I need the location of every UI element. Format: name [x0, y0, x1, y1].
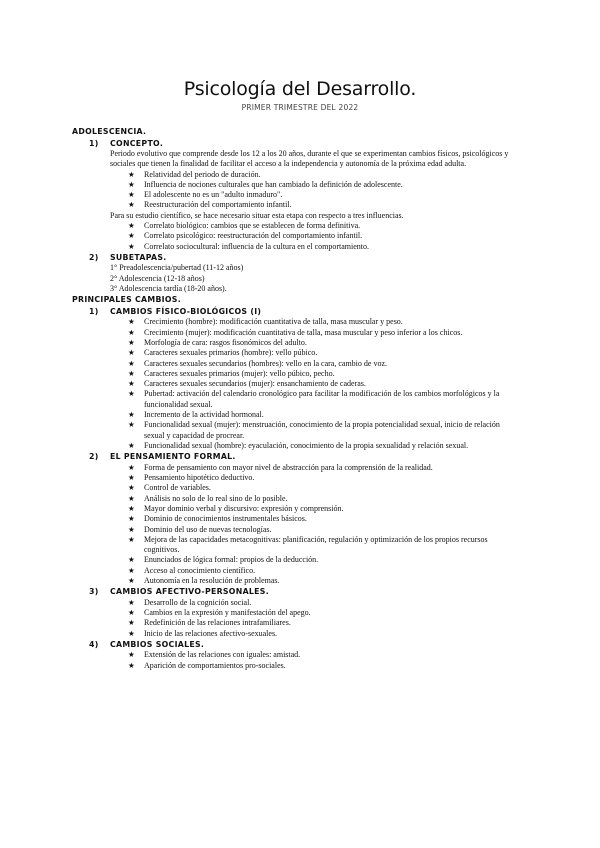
bullet-text: Acceso al conocimiento científico. — [144, 565, 256, 575]
star-icon: ★ — [128, 514, 135, 524]
bullet-item — [0, 494, 520, 504]
star-icon: ★ — [128, 618, 135, 628]
subsection-title: CAMBIOS FÍSICO-BIOLÓGICOS (I) — [110, 306, 262, 316]
bullet-text: Pensamiento hipotético deductivo. — [144, 473, 255, 483]
star-icon: ★ — [128, 410, 135, 420]
paragraph: Para su estudio científico, se hace necesario situar esta etapa con respecto a tres influencias. — [110, 210, 404, 220]
paragraph: Periodo evolutivo que comprende desde los 12 a los 20 años, durante el que se experimentan cambios físicos, psicológicos y sociales que tienen la finalidad de facilitar el acceso a la independencia y autonomía de la próxima edad adulta. — [110, 149, 509, 169]
subsection-heading — [0, 586, 600, 598]
subsection-title: CONCEPTO. — [110, 138, 164, 148]
page-subtitle: PRIMER TRIMESTRE DEL 2022 — [241, 103, 359, 112]
bullet-item — [0, 200, 520, 210]
bullet-text: Crecimiento (mujer): modificación cuantitativa de talla, masa muscular y peso inferior a los chicos. — [144, 327, 463, 337]
bullet-item — [0, 535, 520, 556]
star-icon: ★ — [128, 575, 135, 585]
star-icon: ★ — [128, 241, 135, 251]
subsection-title: EL PENSAMIENTO FORMAL. — [110, 452, 236, 462]
star-icon: ★ — [128, 348, 135, 358]
bullet-item — [0, 650, 520, 660]
subsection-title: CAMBIOS SOCIALES. — [110, 639, 205, 649]
bullet-text: Dominio del uso de nuevas tecnologías. — [144, 524, 272, 534]
bullet-item — [0, 504, 520, 514]
star-icon: ★ — [128, 368, 135, 378]
subsection-heading — [0, 138, 600, 150]
section-heading: ADOLESCENCIA. — [72, 127, 147, 136]
star-icon: ★ — [128, 389, 135, 399]
star-icon: ★ — [128, 221, 135, 231]
star-icon: ★ — [128, 524, 135, 534]
bullet-item — [0, 379, 520, 389]
star-icon: ★ — [128, 650, 135, 660]
bullet-item — [0, 618, 520, 628]
bullet-item — [0, 576, 520, 586]
bullet-text: Crecimiento (hombre): modificación cuantitativa de talla, masa muscular y peso. — [144, 317, 403, 327]
bullet-text: Pubertad: activación del calendario cronológico para facilitar la modificación de los cambios morfológicos y la funcionalidad sexual. — [144, 389, 500, 409]
bullet-item — [0, 598, 520, 608]
bullet-item — [0, 608, 520, 618]
subsection-heading — [0, 252, 600, 264]
section-heading: PRINCIPALES CAMBIOS. — [72, 295, 181, 305]
bullet-text: Correlato biológico: cambios que se establecen de forma definitiva. — [144, 221, 361, 231]
bullet-text: Morfología de cara: rasgos fisonómicos del adulto. — [144, 337, 307, 347]
star-icon: ★ — [128, 420, 135, 430]
star-icon: ★ — [128, 565, 135, 575]
bullet-text: Funcionalidad sexual (hombre): eyaculación, conocimiento de la propia sexualidad y relación sexual. — [144, 440, 469, 450]
star-icon: ★ — [128, 503, 135, 513]
bullet-item — [0, 369, 520, 379]
bullet-item — [0, 555, 520, 565]
subsection-number: 1) — [89, 138, 99, 148]
star-icon: ★ — [128, 190, 135, 200]
subsection-number: 3) — [89, 587, 99, 597]
star-icon: ★ — [128, 440, 135, 450]
star-icon: ★ — [128, 358, 135, 368]
page-title: Psicología del Desarrollo. — [183, 78, 417, 100]
bullet-text: El adolescente no es un "adulto inmaduro". — [144, 190, 283, 200]
document-body — [0, 126, 600, 671]
list-item: 2° Adolescencia (12-18 años) — [110, 273, 205, 283]
bullet-text: Caracteres sexuales secundarios (hombres): vello en la cara, cambio de voz. — [144, 358, 388, 368]
bullet-text: Extensión de las relaciones con iguales: amistad. — [144, 650, 301, 660]
subsection-heading — [0, 639, 600, 651]
bullet-item — [0, 629, 520, 639]
bullet-item — [0, 242, 520, 252]
bullet-item — [0, 473, 520, 483]
bullet-text: Mayor dominio verbal y discursivo: expresión y comprensión. — [144, 503, 344, 513]
bullet-item — [0, 389, 520, 410]
star-icon: ★ — [128, 169, 135, 179]
subsection-number: 2) — [89, 452, 99, 462]
star-icon: ★ — [128, 379, 135, 389]
bullet-text: Caracteres sexuales primarios (mujer): vello púbico, pecho. — [144, 368, 335, 378]
bullet-item — [0, 441, 520, 451]
star-icon: ★ — [128, 483, 135, 493]
bullet-text: Análisis no solo de lo real sino de lo posible. — [144, 493, 288, 503]
star-icon: ★ — [128, 608, 135, 618]
subsection-number: 1) — [89, 306, 99, 316]
star-icon: ★ — [128, 555, 135, 565]
bullet-text: Correlato sociocultural: influencia de la cultura en el comportamiento. — [144, 241, 370, 251]
list-item: 3° Adolescencia tardía (18-20 años). — [110, 284, 227, 294]
star-icon: ★ — [128, 597, 135, 607]
star-icon: ★ — [128, 473, 135, 483]
bullet-text: Cambios en la expresión y manifestación del apego. — [144, 608, 311, 618]
bullet-item — [0, 483, 520, 493]
star-icon: ★ — [128, 660, 135, 670]
star-icon: ★ — [128, 231, 135, 241]
bullet-item — [0, 231, 520, 241]
bullet-item — [0, 317, 520, 327]
bullet-item — [0, 170, 520, 180]
bullet-text: Funcionalidad sexual (mujer): menstruación, conocimiento de la propia potencialidad sexual, inicio de relación sexual y capacidad de procrear. — [144, 420, 500, 440]
bullet-item — [0, 420, 520, 441]
subsection-number: 4) — [89, 639, 99, 649]
bullet-text: Caracteres sexuales primarios (hombre): vello púbico. — [144, 348, 318, 358]
bullet-item — [0, 463, 520, 473]
star-icon: ★ — [128, 179, 135, 189]
bullet-text: Redefinición de las relaciones intrafamiliares. — [144, 618, 291, 628]
bullet-text: Mejora de las capacidades metacognitivas: planificación, regulación y optimización de los propios recursos cognitivos. — [144, 534, 488, 555]
bullet-text: Control de variables. — [144, 483, 211, 493]
bullet-item — [0, 566, 520, 576]
star-icon: ★ — [128, 317, 135, 327]
bullet-item — [0, 514, 520, 524]
bullet-text: Incremento de la actividad hormonal. — [144, 410, 264, 420]
star-icon: ★ — [128, 534, 135, 544]
bullet-item — [0, 180, 520, 190]
bullet-item — [0, 525, 520, 535]
bullet-text: Enunciados de lógica formal: propios de la deducción. — [144, 555, 319, 565]
subsection-number: 2) — [89, 252, 99, 262]
star-icon: ★ — [128, 628, 135, 638]
bullet-item — [0, 359, 520, 369]
star-icon: ★ — [128, 200, 135, 210]
bullet-text: Aparición de comportamientos pro-sociales. — [144, 660, 286, 670]
bullet-text: Autonomía en la resolución de problemas. — [144, 575, 280, 585]
bullet-text: Desarrollo de la cognición social. — [144, 597, 252, 607]
subsection-heading — [0, 451, 600, 463]
star-icon: ★ — [128, 337, 135, 347]
star-icon: ★ — [128, 493, 135, 503]
bullet-item — [0, 410, 520, 420]
bullet-text: Dominio de conocimientos instrumentales básicos. — [144, 514, 307, 524]
bullet-item — [0, 328, 520, 338]
bullet-text: Caracteres sexuales secundarios (mujer): ensanchamiento de caderas. — [144, 379, 366, 389]
list-item: 1° Preadolescencia/pubertad (11-12 años) — [110, 263, 244, 273]
subsection-title: CAMBIOS AFECTIVO-PERSONALES. — [110, 587, 269, 597]
star-icon: ★ — [128, 462, 135, 472]
bullet-item — [0, 221, 520, 231]
star-icon: ★ — [128, 327, 135, 337]
bullet-text: Correlato psicológico: reestructuración del comportamiento infantil. — [144, 231, 363, 241]
bullet-text: Forma de pensamiento con mayor nivel de abstracción para la comprensión de la realidad. — [144, 462, 433, 472]
subsection-heading — [0, 306, 600, 318]
bullet-item — [0, 190, 520, 200]
subsection-title: SUBETAPAS. — [110, 252, 167, 262]
bullet-item — [0, 661, 520, 671]
bullet-text: Reestructuración del comportamiento infantil. — [144, 200, 292, 210]
bullet-item — [0, 348, 520, 358]
bullet-text: Relatividad del periodo de duración. — [144, 169, 261, 179]
bullet-text: Influencia de nociones culturales que han cambiado la definición de adolescente. — [144, 179, 403, 189]
bullet-text: Inicio de las relaciones afectivo-sexuales. — [144, 628, 278, 638]
bullet-item — [0, 338, 520, 348]
